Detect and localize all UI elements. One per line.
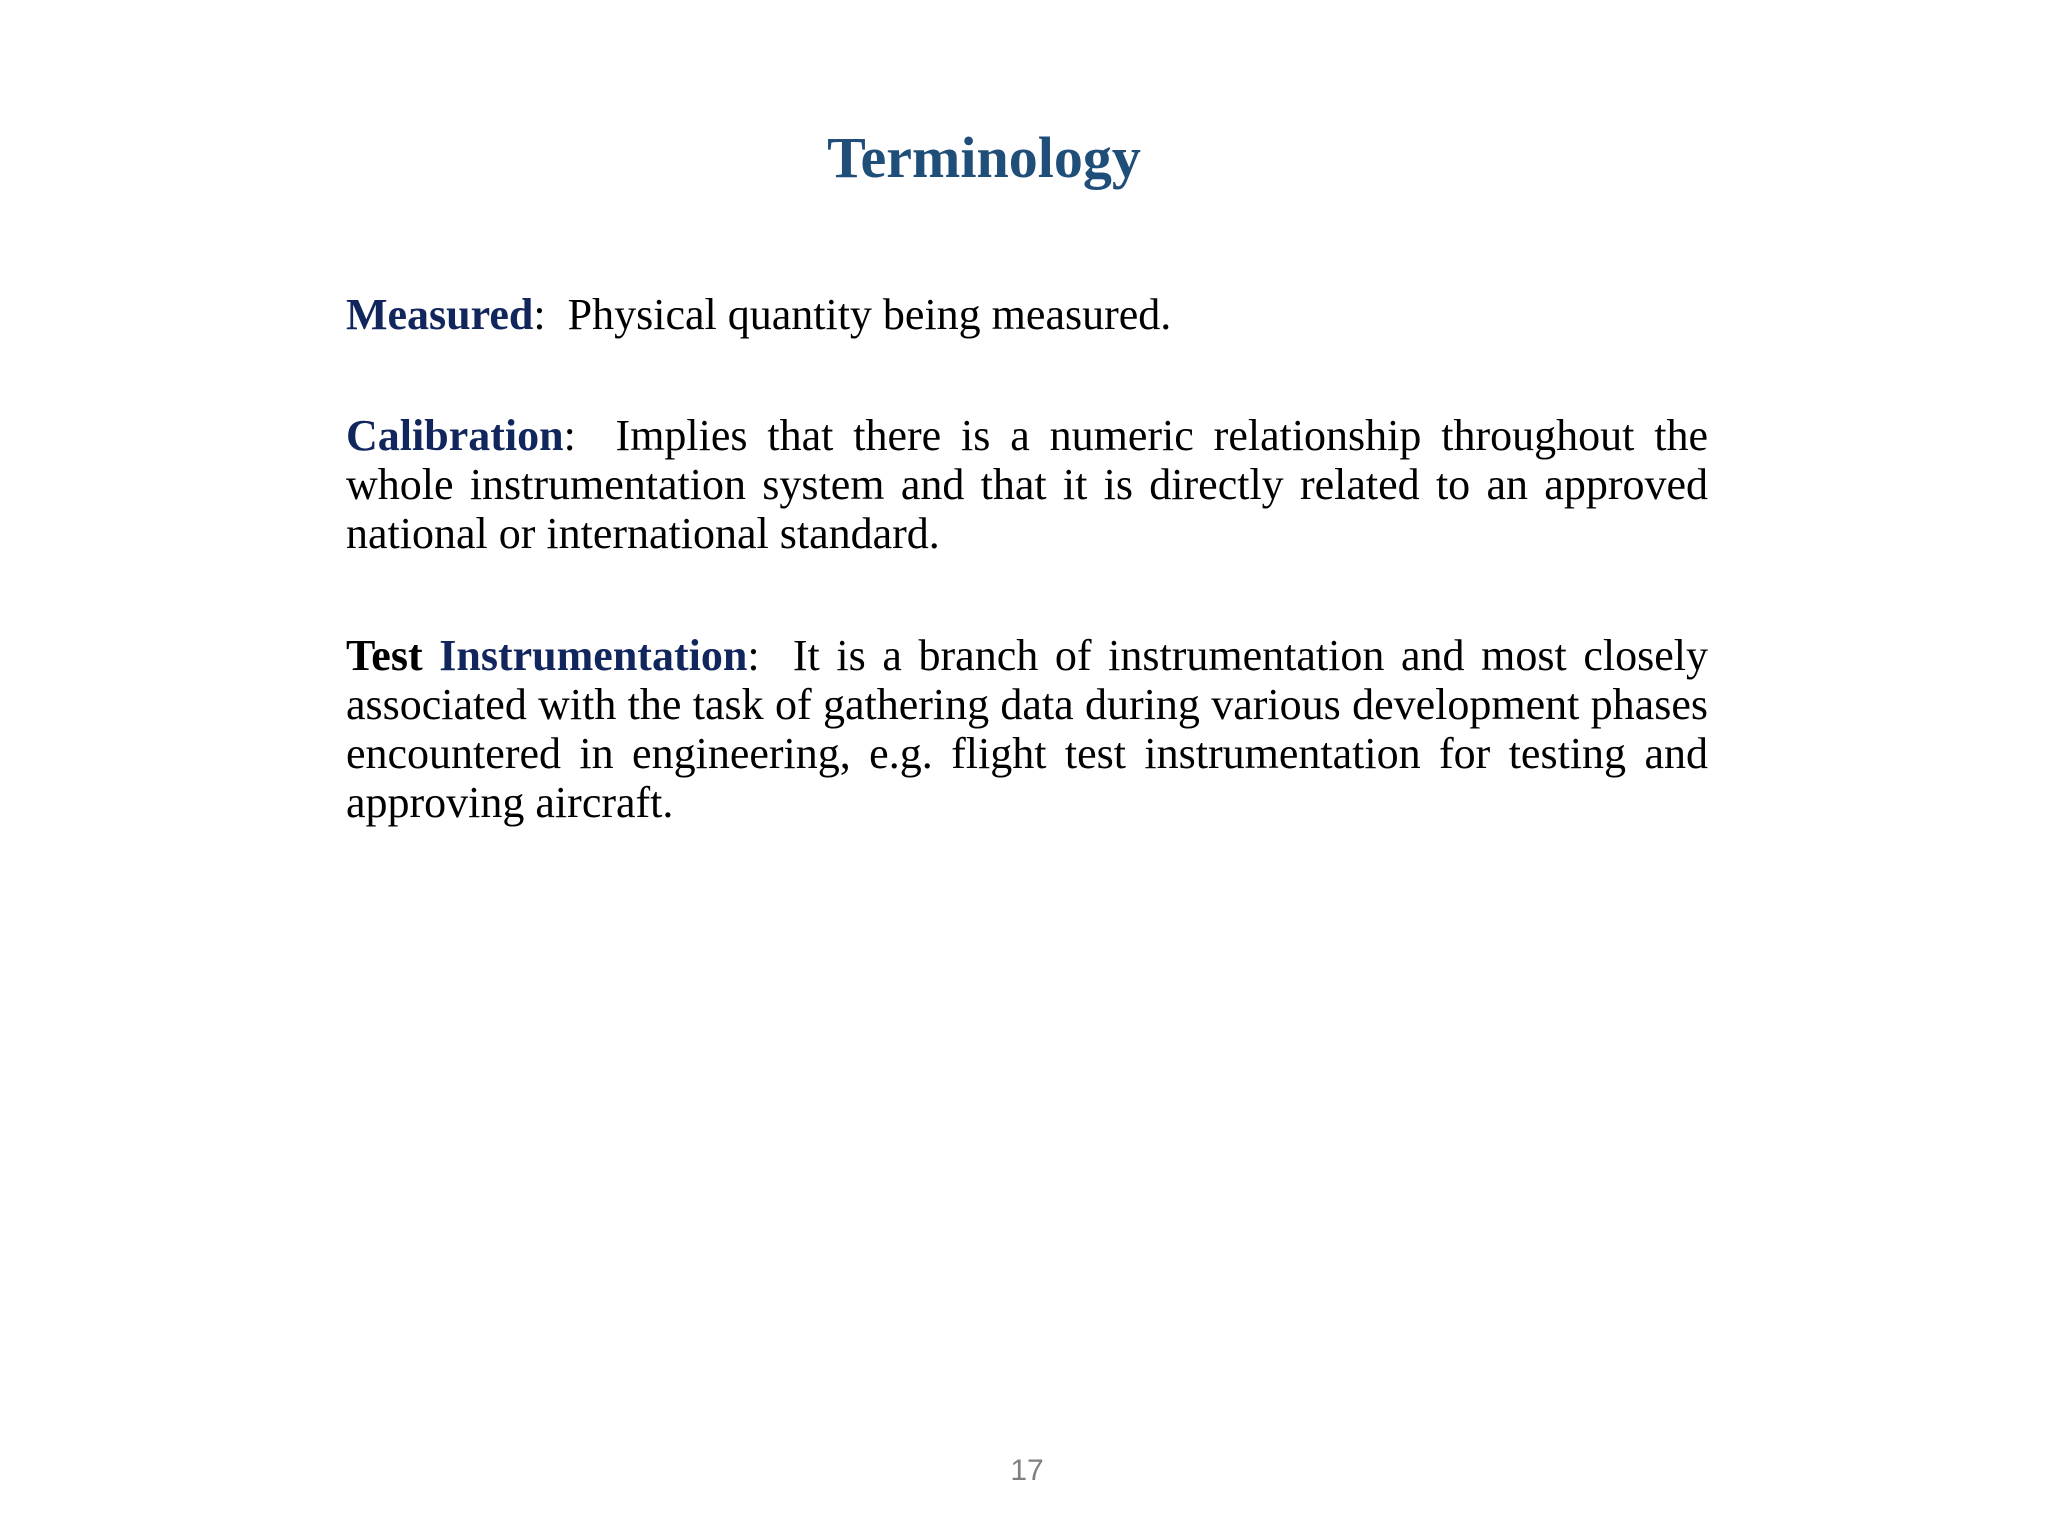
page-number: 17 xyxy=(1010,1454,1044,1487)
definitions-list xyxy=(346,290,1708,900)
term-separator: : xyxy=(747,631,760,680)
term-separator: : xyxy=(563,411,576,460)
term-instrumentation: Instrumentation xyxy=(439,631,748,680)
term-measured: Measured xyxy=(346,290,534,339)
definition-measured xyxy=(346,290,1708,339)
definition-calibration xyxy=(346,411,1708,558)
definition-text: Physical quantity being measured. xyxy=(567,290,1172,339)
term-separator: : xyxy=(533,290,546,339)
term-prefix-test: Test xyxy=(346,631,423,680)
definition-text: It is a branch of instrumentation and most closely associated with the task of gathering data during various development phases encountered in engineering, e.g. flight test instrumentation for testing and approving aircraft. xyxy=(346,631,1709,827)
definition-test-instrumentation xyxy=(346,631,1708,827)
term-calibration: Calibration xyxy=(346,411,564,460)
definition-text: Implies that there is a numeric relationship throughout the whole instrumentation system and that it is directly related to an approved national or international standard. xyxy=(346,411,1708,558)
slide-title: Terminology xyxy=(827,125,1141,190)
